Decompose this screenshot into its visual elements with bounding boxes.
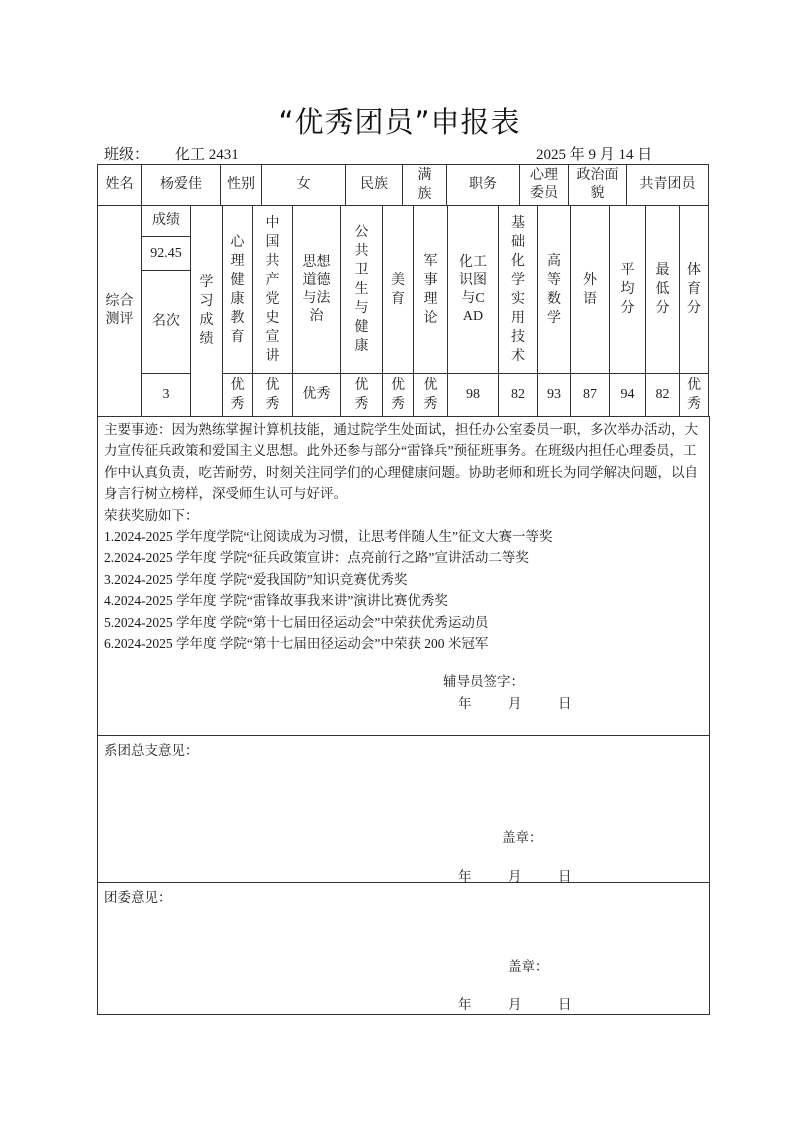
course-name: 思想道德与法治 (293, 206, 341, 374)
course-grade[interactable]: 优秀 (223, 374, 253, 417)
course-name: 中国共产党史宣讲 (253, 206, 293, 374)
course-name: 基础化学实用技术 (499, 206, 538, 374)
award-item: 6.2024-2025 学年度 学院“第十七届田径运动会”中荣获 200 米冠军 (104, 636, 489, 652)
course-name: 体育分 (680, 206, 709, 374)
academic-label: 学习成绩 (191, 206, 223, 417)
course-grade[interactable]: 优秀 (414, 374, 448, 417)
class-line (104, 143, 239, 164)
score-value[interactable]: 92.45 (142, 237, 191, 271)
basic-info-table (97, 164, 709, 206)
award-item: 1.2024-2025 学年度学院“让阅读成为习惯，让思考伴随人生”征文大赛一等奖 (104, 529, 553, 545)
course-grade[interactable]: 优秀 (253, 374, 293, 417)
class-label: 班级： (104, 147, 150, 163)
evaluation-section-label: 综合测评 (98, 206, 142, 417)
ethnicity-label: 民族 (346, 165, 403, 206)
league-stamp-label: 盖章： (508, 959, 549, 974)
year-label: 年 (458, 696, 472, 711)
league-opinion-section[interactable] (97, 882, 710, 1015)
political-label (569, 165, 627, 206)
course-grade[interactable]: 优秀 (341, 374, 383, 417)
month-label: 月 (508, 696, 522, 711)
position-text: 心理委员 (530, 168, 558, 201)
course-grade[interactable]: 98 (448, 374, 499, 417)
year-label: 年 (458, 869, 472, 884)
course-name: 外语 (571, 206, 610, 374)
awards-label: 荣获奖励如下： (104, 507, 199, 523)
ethnicity-value[interactable] (403, 165, 447, 206)
month-label: 月 (508, 869, 522, 884)
award-item: 4.2024-2025 学年度 学院“雷锋故事我来讲”演讲比赛优秀奖 (104, 593, 448, 609)
league-date[interactable] (458, 993, 608, 1013)
grades-row (98, 374, 709, 417)
rank-value[interactable]: 3 (142, 374, 191, 417)
course-grade[interactable]: 87 (571, 374, 610, 417)
basic-info-row (98, 165, 709, 206)
position-value[interactable] (520, 165, 569, 206)
course-name: 美育 (383, 206, 414, 374)
award-item: 3.2024-2025 学年度 学院“爱我国防”知识竞赛优秀奖 (104, 571, 408, 587)
course-name: 最低分 (646, 206, 680, 374)
rank-label: 名次 (142, 271, 191, 374)
league-opinion-label: 团委意见： (104, 890, 172, 905)
course-name: 高等数学 (538, 206, 571, 374)
course-grade[interactable]: 94 (610, 374, 646, 417)
gender-value[interactable]: 女 (262, 165, 346, 206)
position-label: 职务 (447, 165, 520, 206)
ethnicity-text: 满族 (417, 168, 432, 202)
political-value[interactable]: 共青团员 (627, 165, 709, 206)
gender-label: 性别 (221, 165, 262, 206)
day-label: 日 (558, 869, 572, 884)
political-label-text: 政治面貌 (576, 168, 619, 201)
evaluation-table (97, 205, 709, 417)
score-label: 成绩 (142, 206, 191, 237)
name-value[interactable]: 杨爱佳 (142, 165, 221, 206)
course-grade[interactable]: 82 (646, 374, 680, 417)
course-name: 公共卫生与健康 (341, 206, 383, 374)
day-label: 日 (558, 696, 572, 711)
branch-opinion-section[interactable] (97, 735, 710, 883)
counselor-signature-label: 辅导员签字： (443, 674, 524, 689)
day-label: 日 (558, 997, 572, 1012)
award-item: 2.2024-2025 学年度 学院“征兵政策宣讲：点亮前行之路”宣讲活动二等奖 (104, 550, 529, 566)
month-label: 月 (508, 997, 522, 1012)
form-date[interactable]: 2025 年 9 月 14 日 (536, 147, 653, 163)
course-name: 平均分 (610, 206, 646, 374)
branch-opinion-label: 系团总支意见： (104, 743, 199, 758)
course-grade[interactable]: 82 (499, 374, 538, 417)
course-name: 心理健康教育 (223, 206, 253, 374)
course-header-row (98, 206, 709, 237)
main-deeds-section[interactable] (97, 416, 710, 736)
deeds-text: 主要事迹：因为熟练掌握计算机技能，通过院学生处面试，担任办公室委员一职，多次举办活动，大力宣传征兵政策和爱国主义思想。此外还参与部分“雷锋兵”预征班事务。在班级内担任心理委员，工作中认真负责，吃苦耐劳，时刻关注同学们的心理健康问题。协助老师和班长为同学解决问题，以自身言行树立榜样，深受师生认可与好评。 (104, 422, 698, 502)
course-grade[interactable]: 优秀 (680, 374, 709, 417)
course-name: 军事理论 (414, 206, 448, 374)
award-item: 5.2024-2025 学年度 学院“第十七届田径运动会”中荣获优秀运动员 (104, 614, 489, 630)
name-label: 姓名 (98, 165, 142, 206)
course-grade[interactable]: 优秀 (293, 374, 341, 417)
course-name: 化工识图与CAD (448, 206, 499, 374)
branch-stamp-label: 盖章： (502, 830, 543, 845)
class-value[interactable]: 化工 2431 (175, 147, 239, 163)
counselor-date[interactable] (458, 693, 608, 714)
course-grade[interactable]: 优秀 (383, 374, 414, 417)
year-label: 年 (458, 997, 472, 1012)
course-grade[interactable]: 93 (538, 374, 571, 417)
form-title: “优秀团员”申报表 (278, 105, 521, 139)
